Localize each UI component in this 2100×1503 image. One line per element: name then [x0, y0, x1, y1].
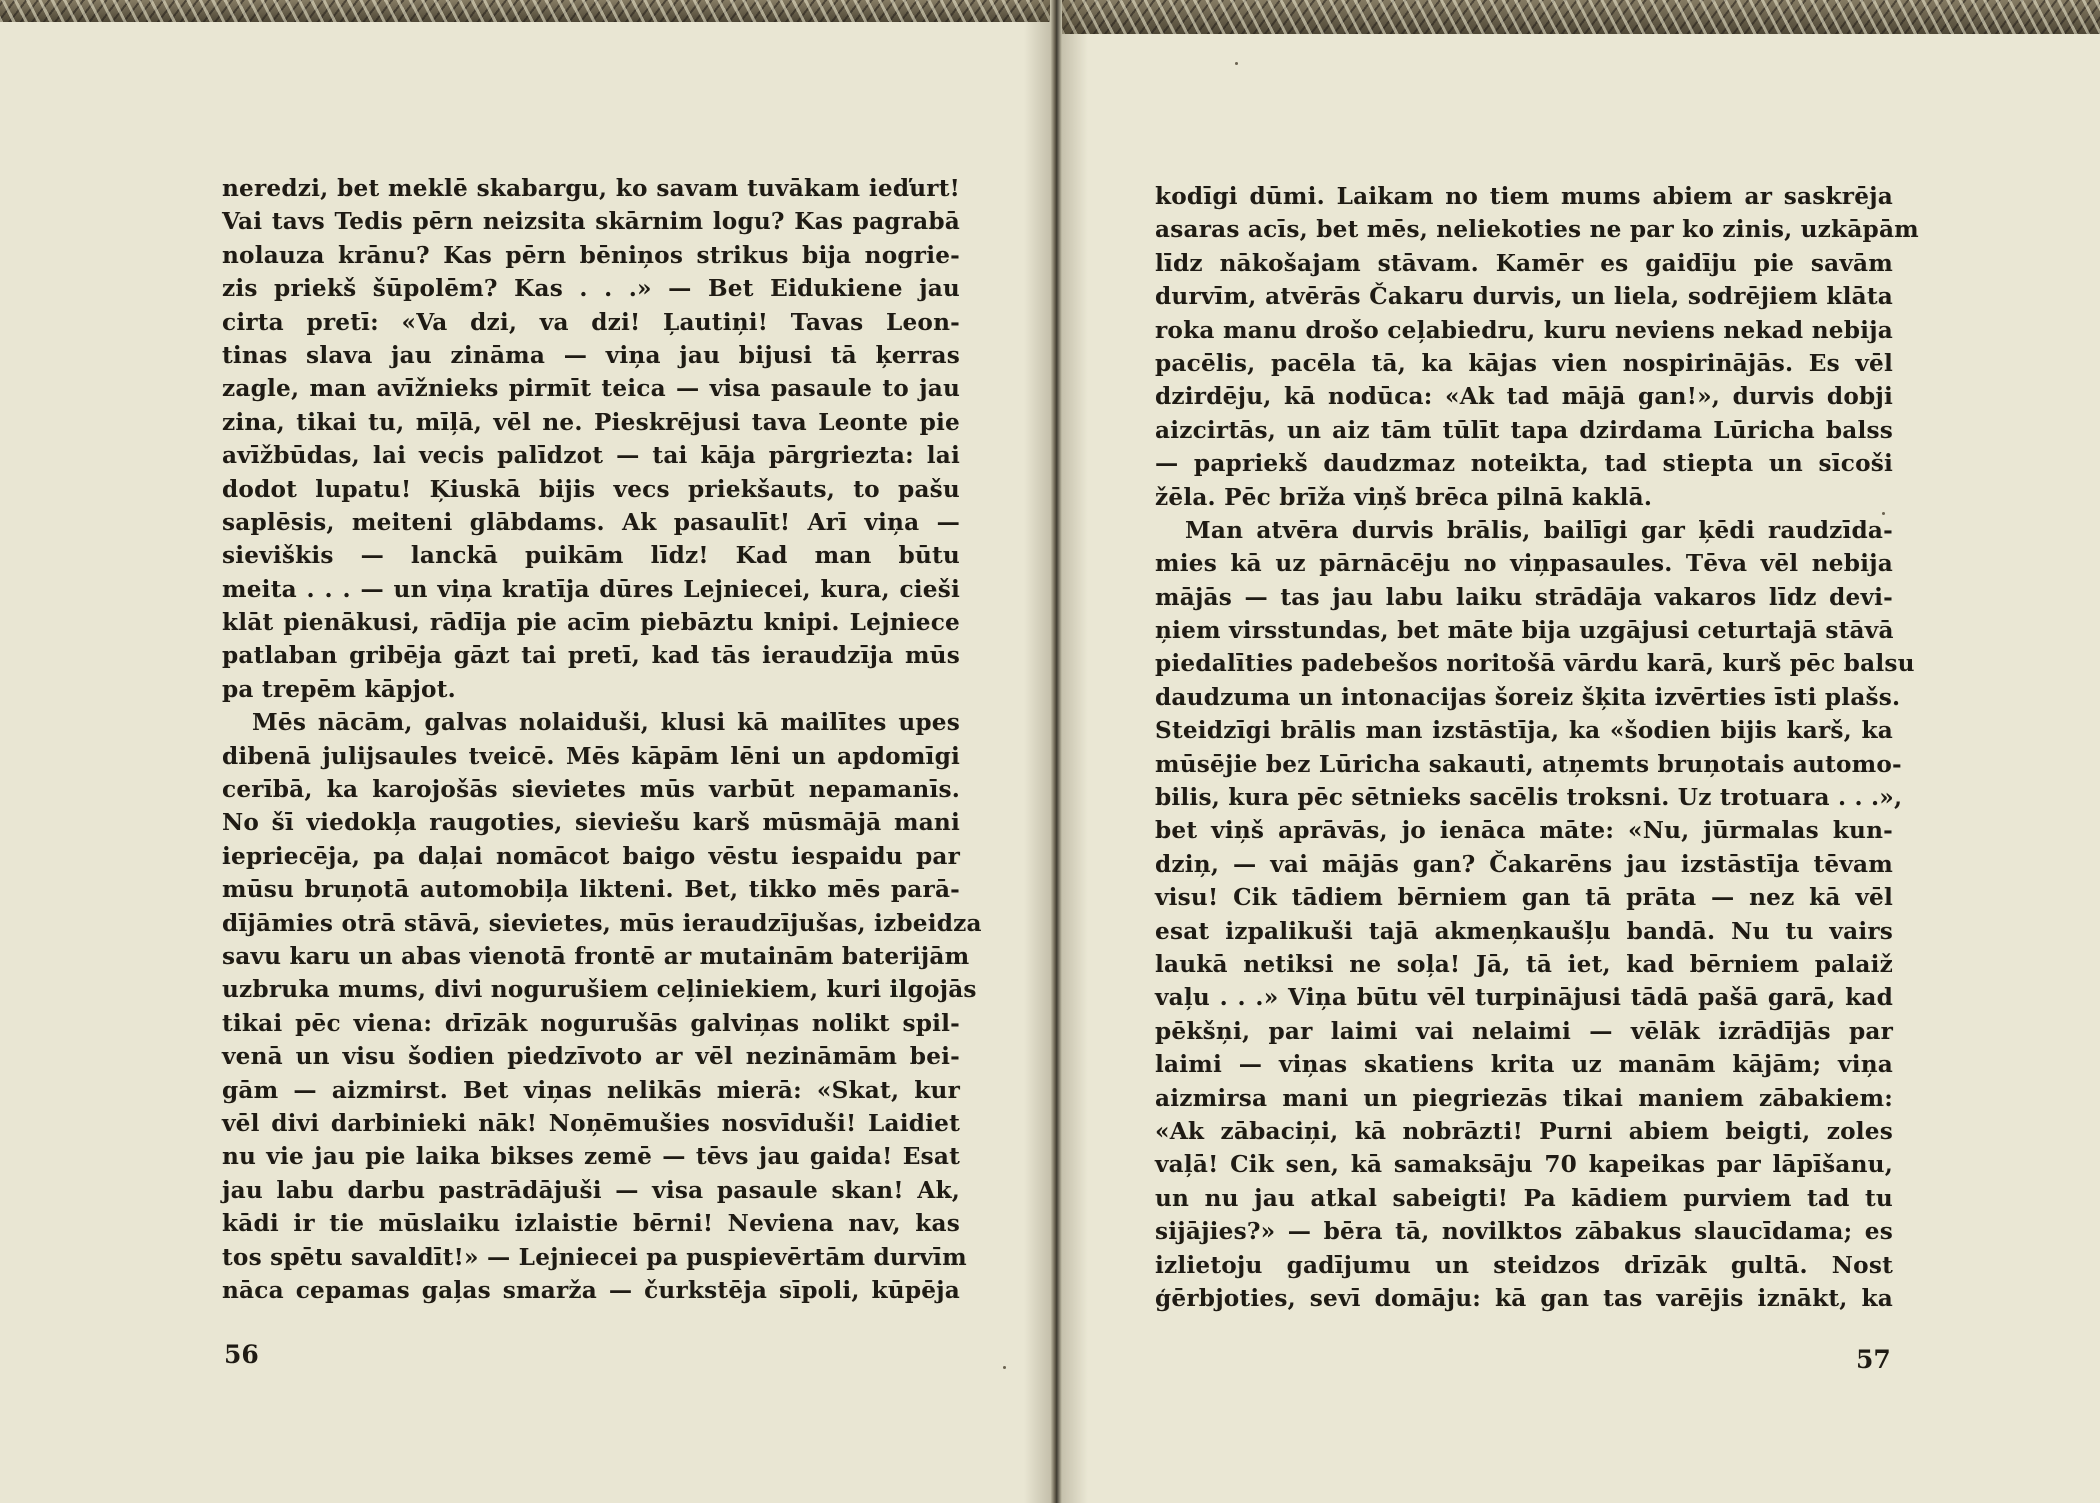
text-line: vēl divi darbinieki nāk! Noņēmušies nosvīduši! Laidiet: [222, 1109, 960, 1137]
text-line: aizcirtās, un aiz tām tūlīt tapa dzirdama Lūricha balss: [1155, 416, 1893, 444]
paper-speck: [1235, 62, 1238, 65]
text-line: uzbruka mums, divi nogurušiem ceļiniekiem, kuri ilgojās: [222, 976, 977, 1004]
text-line: venā un visu šodien piedzīvoto ar vēl nezināmām bei-: [222, 1043, 960, 1071]
text-line: cirta pretī: «Va dzi, va dzi! Ļautiņi! Tavas Leon-: [222, 308, 960, 336]
text-line: mies kā uz pārnācēju no viņpasaules. Tēva vēl nebija: [1155, 550, 1893, 578]
page-number: 56: [224, 1340, 259, 1369]
text-line: laukā netiksi ne soļa! Jā, tā iet, kad bērniem palaiž: [1155, 950, 1893, 978]
text-line: asaras acīs, bet mēs, neliekoties ne par ko zinis, uzkāpām: [1155, 216, 1919, 244]
text-line: saplēsis, meiteni glābdams. Ak pasaulīt! Arī viņa —: [222, 508, 960, 536]
text-line: nu vie jau pie laika bikses zemē — tēvs jau gaida! Esat: [222, 1143, 960, 1171]
text-line: pacēlis, pacēla tā, ka kājas vien nospirinājās. Es vēl: [1155, 349, 1893, 377]
text-line: dījāmies otrā stāvā, sievietes, mūs ieraudzījušas, izbeidza: [222, 909, 982, 937]
text-line: tos spētu savaldīt!» — Lejniecei pa puspievērtām durvīm: [222, 1243, 967, 1271]
text-line: dziņ, — vai mājās gan? Čakarēns jau izstāstīja tēvam: [1155, 850, 1893, 878]
text-line: tinas slava jau zināma — viņa jau bijusi tā ķerras: [222, 341, 960, 369]
text-line: nolauza krānu? Kas pērn bēniņos strikus bija nogrie-: [222, 241, 960, 269]
text-line: Steidzīgi brālis man izstāstīja, ka «šodien bijis karš, ka: [1155, 717, 1893, 745]
text-line: mūsu bruņotā automobiļa likteni. Bet, tikko mēs parā-: [222, 876, 960, 904]
text-line: piedalīties padebešos noritošā vārdu karā, kurš pēc balsu: [1155, 650, 1915, 678]
text-line: ģērbjoties, sevī domāju: kā gan tas varējis iznākt, ka: [1155, 1284, 1893, 1312]
text-line: avīžbūdas, lai vecis palīdzot — tai kāja pārgriezta: lai: [222, 442, 960, 470]
text-line: «Ak zābaciņi, kā nobrāzti! Purni abiem beigti, zoles: [1155, 1117, 1893, 1145]
text-line: iepriecēja, pa daļai nomācot baigo vēstu iespaidu par: [222, 842, 960, 870]
text-line: bilis, kura pēc sētnieks sacēlis troksni. Uz trotuara . . .»,: [1155, 784, 1903, 812]
right-page-text: [1155, 180, 1919, 1315]
text-line: mūsējie bez Lūricha sakauti, atņemts bruņotais automo-: [1155, 750, 1902, 778]
text-line: mājās — tas jau labu laiku strādāja vakaros līdz devi-: [1155, 583, 1893, 611]
page-edge-shadow: [1024, 0, 1050, 1503]
text-line: Man atvēra durvis brālis, bailīgi gar ķēdi raudzīda-: [1185, 516, 1893, 544]
text-line: ņiem virsstundas, bet māte bija uzgājusi ceturtajā stāvā: [1155, 617, 1894, 645]
text-line: klāt pienākusi, rādīja pie acīm piebāztu knipi. Lejniece: [222, 609, 960, 637]
text-line: neredzi, bet meklē skabargu, ko savam tuvākam ieďurt!: [222, 175, 960, 202]
text-line: Mēs nācām, galvas nolaiduši, klusi kā mailītes upes: [252, 709, 960, 737]
text-line: savu karu un abas vienotā frontē ar mutainām baterijām: [222, 942, 970, 970]
text-line: No šī viedokļa raugoties, sieviešu karš mūsmājā mani: [222, 809, 960, 837]
text-line: durvīm, atvērās Čakaru durvis, un liela, sodrējiem klāta: [1155, 283, 1893, 311]
text-line: daudzuma un intonacijas šoreiz šķita izvērties īsti plašs.: [1155, 683, 1901, 711]
top-decorative-band: [0, 0, 1050, 22]
text-line: vaļu . . .» Viņa būtu vēl turpinājusi tādā pašā garā, kad: [1155, 984, 1893, 1012]
text-line: bet viņš aprāvās, jo ienāca māte: «Nu, jūrmalas kun-: [1155, 817, 1893, 845]
text-line: visu! Cik tādiem bērniem gan tā prāta — nez kā vēl: [1155, 884, 1893, 912]
text-line: — papriekš daudzmaz noteikta, tad stiepta un sīcoši: [1155, 450, 1893, 478]
text-line: zagle, man avīžnieks pirmīt teica — visa pasaule to jau: [222, 375, 960, 403]
top-decorative-band: [1062, 0, 2100, 34]
paper-speck: [1003, 1366, 1006, 1369]
text-line: Vai tavs Tedis pērn neizsita skārnim logu? Kas pagrabā: [222, 208, 960, 236]
text-line: gām — aizmirst. Bet viņas nelikās mierā: «Skat, kur: [222, 1076, 960, 1104]
text-line: cerībā, ka karojošās sievietes mūs varbūt nepamanīs.: [222, 776, 960, 804]
text-line: dodot lupatu! Ķiuskā bijis vecs priekšauts, to pašu: [222, 475, 960, 503]
text-line: un nu jau atkal sabeigti! Pa kādiem purviem tad tu: [1155, 1184, 1893, 1212]
text-line: aizmirsa mani un piegriezās tikai maniem zābakiem:: [1155, 1084, 1893, 1112]
text-line: sieviškis — lanckā puikām līdz! Kad man būtu: [222, 542, 960, 570]
text-line: jau labu darbu pastrādājuši — visa pasaule skan! Ak,: [222, 1176, 960, 1204]
text-line: vaļā! Cik sen, kā samaksāju 70 kapeikas par lāpīšanu,: [1155, 1151, 1893, 1179]
page-number: 57: [1856, 1345, 1891, 1374]
text-line: nāca cepamas gaļas smarža — čurkstēja sīpoli, kūpēja: [222, 1276, 960, 1304]
text-line: dibenā julijsaules tveicē. Mēs kāpām lēni un apdomīgi: [222, 742, 960, 770]
text-line: tikai pēc viena: drīzāk nogurušās galviņas nolikt spil-: [222, 1009, 960, 1037]
text-line: kādi ir tie mūslaiku izlaistie bērni! Neviena nav, kas: [222, 1210, 960, 1238]
text-line: pa trepēm kāpjot.: [222, 675, 456, 703]
text-line: līdz nākošajam stāvam. Kamēr es gaidīju pie savām: [1155, 249, 1893, 277]
text-line: izlietoju gadījumu un steidzos drīzāk gultā. Nost: [1155, 1251, 1893, 1279]
text-line: meita . . . — un viņa kratīja dūres Lejniecei, kura, cieši: [222, 575, 960, 603]
text-line: sijājies?» — bēra tā, novilktos zābakus slaucīdama; es: [1155, 1218, 1893, 1246]
text-line: dzirdēju, kā nodūca: «Ak tad mājā gan!», durvis dobji: [1155, 383, 1893, 411]
text-line: kodīgi dūmi. Laikam no tiem mums abiem ar saskrēja: [1155, 183, 1893, 210]
text-line: laimi — viņas skatiens krita uz manām kājām; viņa: [1155, 1051, 1893, 1079]
book-gutter: [1050, 0, 1062, 1503]
text-line: žēla. Pēc brīža viņš brēca pilnā kaklā.: [1155, 483, 1653, 511]
text-line: zis priekš šūpolēm? Kas . . .» — Bet Eidukiene jau: [222, 275, 960, 303]
text-line: patlaban gribēja gāzt tai pretī, kad tās ieraudzīja mūs: [222, 642, 960, 670]
page-edge-shadow: [1062, 0, 1088, 1503]
text-line: esat izpalikuši tajā akmeņkaušļu bandā. Nu tu vairs: [1155, 917, 1893, 945]
left-page-text: [222, 172, 982, 1307]
text-line: pēkšņi, par laimi vai nelaimi — vēlāk izrādījās par: [1155, 1017, 1893, 1045]
text-line: roka manu drošo ceļabiedru, kuru neviens nekad nebija: [1155, 316, 1893, 344]
text-line: zina, tikai tu, mīļā, vēl ne. Pieskrējusi tava Leonte pie: [222, 408, 960, 436]
